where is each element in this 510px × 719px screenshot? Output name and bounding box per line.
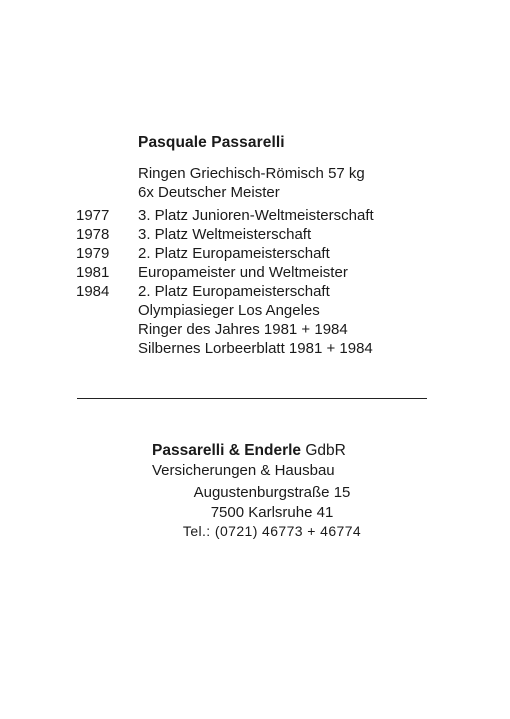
achievement-year — [76, 320, 138, 339]
achievement-row — [76, 339, 374, 358]
address-city: 7500 Karlsruhe 41 — [210, 503, 334, 521]
achievement-text: 2. Platz Europameisterschaft — [138, 283, 330, 300]
achievement-row — [76, 244, 374, 263]
achievement-year — [76, 301, 138, 320]
achievement-year — [76, 339, 138, 358]
company-name-bold: Passarelli & Enderle — [152, 442, 302, 459]
company-name — [152, 441, 452, 461]
athlete-intro — [138, 164, 365, 202]
achievement-text: 3. Platz Weltmeisterschaft — [138, 226, 312, 243]
company-section — [152, 441, 452, 539]
company-name-suffix: GdbR — [301, 442, 346, 459]
achievement-year: 1978 — [76, 226, 110, 243]
achievement-row — [76, 301, 374, 320]
achievements-list — [76, 206, 374, 358]
achievement-year: 1977 — [76, 207, 110, 224]
achievement-year: 1979 — [76, 245, 110, 262]
achievement-text: 3. Platz Junioren-Weltmeisterschaft — [138, 207, 374, 224]
achievement-text: 2. Platz Europameisterschaft — [138, 245, 330, 262]
achievement-year: 1984 — [76, 283, 110, 300]
company-address — [152, 483, 392, 542]
athlete-name: Pasquale Passarelli — [138, 134, 285, 151]
achievement-text: Europameister und Weltmeister — [138, 264, 348, 281]
achievement-row — [76, 225, 374, 244]
achievement-row — [76, 320, 374, 339]
achievement-row — [76, 206, 374, 225]
achievement-row — [76, 263, 374, 282]
section-divider — [77, 398, 427, 399]
achievement-text: Silbernes Lorbeerblatt 1981 + 1984 — [138, 340, 373, 357]
athlete-titles: 6x Deutscher Meister — [138, 184, 280, 201]
achievement-row — [76, 282, 374, 301]
achievement-text: Ringer des Jahres 1981 + 1984 — [138, 321, 348, 338]
athlete-discipline: Ringen Griechisch-Römisch 57 kg — [138, 165, 365, 182]
address-phone: Tel.: (0721) 46773 + 46774 — [182, 523, 362, 539]
achievement-text: Olympiasieger Los Angeles — [138, 302, 320, 319]
achievement-year: 1981 — [76, 264, 110, 281]
company-subtitle: Versicherungen & Hausbau — [152, 462, 335, 479]
address-street: Augustenburgstraße 15 — [193, 484, 351, 501]
